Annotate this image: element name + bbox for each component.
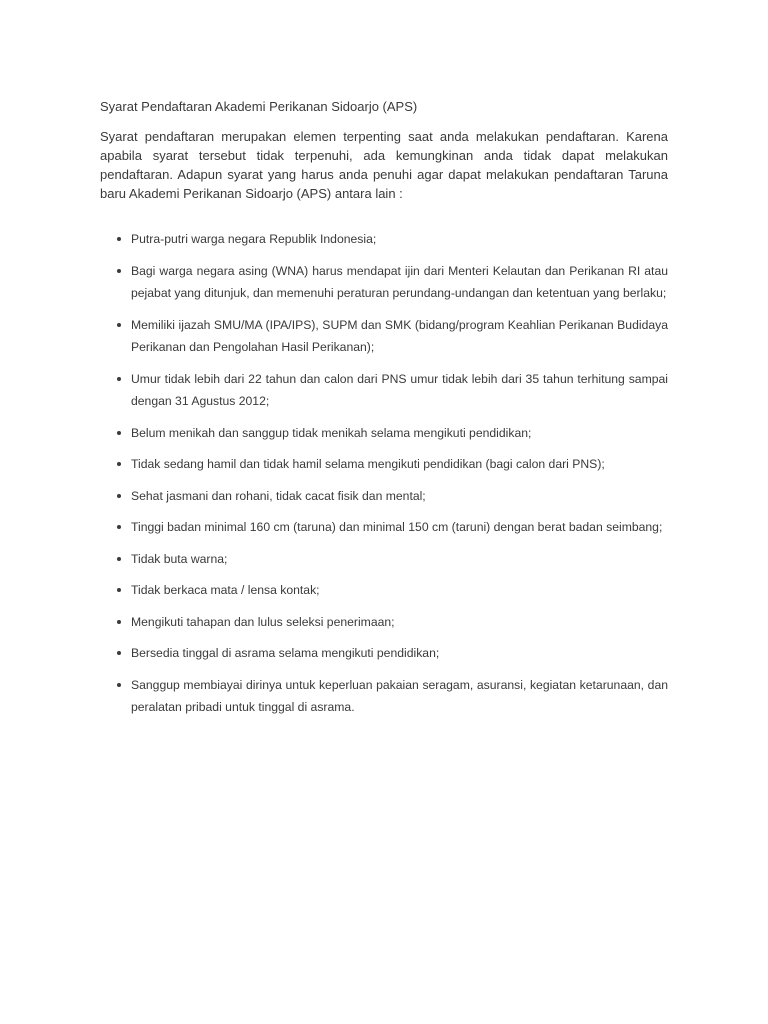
list-item bbox=[100, 674, 668, 719]
list-item bbox=[100, 579, 668, 602]
list-item-text: Tidak buta warna; bbox=[131, 551, 228, 566]
bullet-icon bbox=[117, 431, 121, 435]
list-item bbox=[100, 314, 668, 359]
bullet-icon bbox=[117, 651, 121, 655]
list-item bbox=[100, 642, 668, 665]
list-item-text: Putra-putri warga negara Republik Indonesia; bbox=[131, 232, 377, 246]
list-item-text: Belum menikah dan sanggup tidak menikah selama mengikuti pendidikan; bbox=[131, 425, 532, 440]
bullet-icon bbox=[117, 525, 121, 529]
bullet-icon bbox=[117, 588, 121, 592]
list-item bbox=[100, 485, 668, 508]
bullet-icon bbox=[117, 269, 121, 273]
bullet-icon bbox=[117, 620, 121, 624]
intro-paragraph: Syarat pendaftaran merupakan elemen terpenting saat anda melakukan pendaftaran. Karena apabila syarat tersebut tidak terpenuhi, ada kemungkinan anda tidak dapat melakukan pendaftaran. Adapun syarat yang harus anda penuhi agar dapat melakukan pendaftaran Taruna baru Akademi Perikanan Sidoarjo (APS) antara lain : bbox=[100, 129, 668, 201]
document-title: Syarat Pendaftaran Akademi Perikanan Sidoarjo (APS) bbox=[100, 99, 418, 114]
bullet-icon bbox=[117, 462, 121, 466]
bullet-icon bbox=[117, 237, 121, 241]
list-item bbox=[100, 228, 668, 251]
list-item bbox=[100, 611, 668, 634]
list-item bbox=[100, 260, 668, 305]
bullet-icon bbox=[117, 683, 121, 687]
requirements-list bbox=[100, 228, 668, 728]
list-item bbox=[100, 368, 668, 413]
list-item-text: Bersedia tinggal di asrama selama mengikuti pendidikan; bbox=[131, 646, 440, 660]
list-item-text: Sanggup membiayai dirinya untuk keperluan pakaian seragam, asuransi, kegiatan ketarunaan, dan peralatan pribadi untuk tinggal di asrama. bbox=[131, 677, 668, 714]
bullet-icon bbox=[117, 494, 121, 498]
list-item-text: Bagi warga negara asing (WNA) harus mendapat ijin dari Menteri Kelautan dan Perikanan RI atau pejabat yang ditunjuk, dan memenuhi peraturan perundang-undangan dan ketentuan yang berlaku; bbox=[131, 263, 668, 300]
bullet-icon bbox=[117, 557, 121, 561]
list-item-text: Tidak berkaca mata / lensa kontak; bbox=[131, 583, 320, 597]
list-item bbox=[100, 516, 668, 539]
list-item-text: Tinggi badan minimal 160 cm (taruna) dan minimal 150 cm (taruni) dengan berat badan seimbang; bbox=[131, 520, 663, 534]
list-item bbox=[100, 548, 668, 571]
list-item bbox=[100, 422, 668, 445]
bullet-icon bbox=[117, 323, 121, 327]
list-item-text: Mengikuti tahapan dan lulus seleksi penerimaan; bbox=[131, 614, 395, 629]
list-item bbox=[100, 453, 668, 476]
list-item-text: Sehat jasmani dan rohani, tidak cacat fisik dan mental; bbox=[131, 488, 426, 503]
bullet-icon bbox=[117, 377, 121, 381]
list-item-text: Umur tidak lebih dari 22 tahun dan calon dari PNS umur tidak lebih dari 35 tahun terhitung sampai dengan 31 Agustus 2012; bbox=[131, 371, 668, 408]
list-item-text: Memiliki ijazah SMU/MA (IPA/IPS), SUPM dan SMK (bidang/program Keahlian Perikanan Budidaya Perikanan dan Pengolahan Hasil Perikanan); bbox=[131, 317, 668, 354]
list-item-text: Tidak sedang hamil dan tidak hamil selama mengikuti pendidikan (bagi calon dari PNS); bbox=[131, 457, 605, 471]
